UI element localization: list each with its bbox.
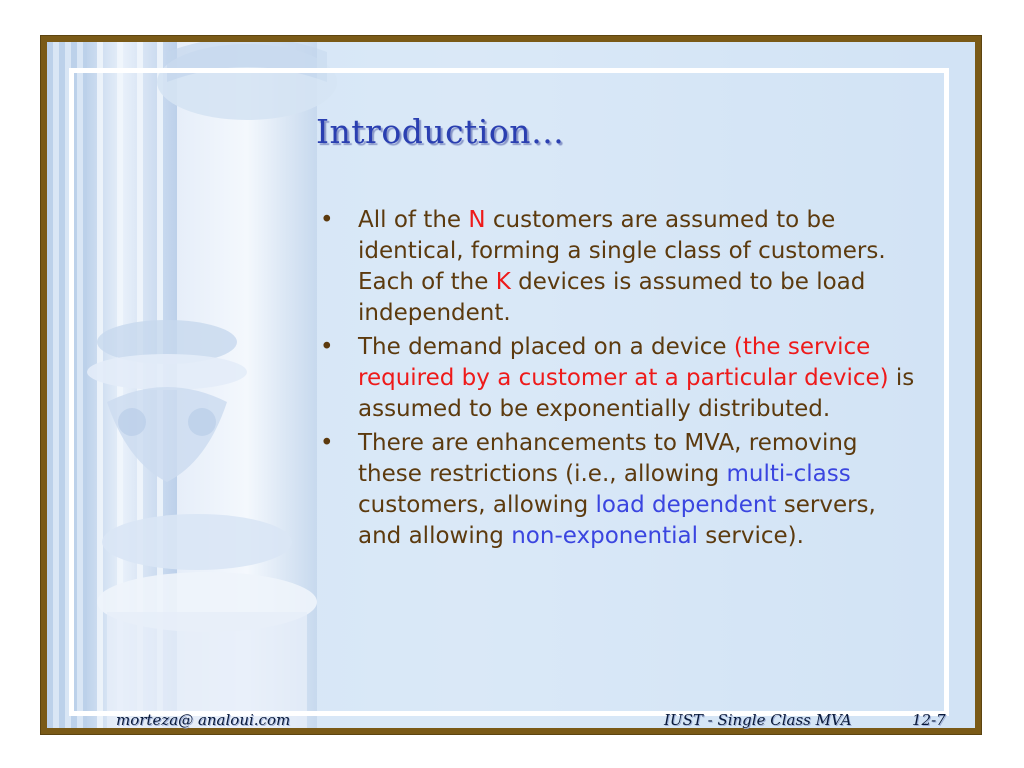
highlight-term: load dependent <box>595 492 777 518</box>
bullet-text-part: devices is assumed to be load independent. <box>358 269 866 326</box>
highlight-term: N <box>468 207 486 233</box>
bullet-icon: • <box>320 334 334 360</box>
bullet-text-part: servers, and allowing <box>358 492 876 549</box>
bullet-text-part: service). <box>697 523 804 549</box>
slide-title: Introduction… <box>316 112 565 151</box>
highlight-term: non-exponential <box>511 523 698 549</box>
highlight-term: multi-class <box>726 461 851 487</box>
footer-page-number: 12-7 <box>912 711 946 729</box>
bullet-list <box>318 205 918 555</box>
highlight-term: K <box>495 269 511 295</box>
bullet-item <box>318 428 918 552</box>
bullet-icon: • <box>320 430 334 456</box>
bullet-text-part: The demand placed on a device <box>358 334 734 360</box>
bullet-text-part: customers are assumed to be identical, forming a single class of customers. Each of the <box>358 207 886 295</box>
bullet-text-part: is assumed to be exponentially distributed. <box>358 365 915 422</box>
bullet-text-part: All of the <box>358 207 469 233</box>
footer-email: morteza@ analoui.com <box>116 711 291 729</box>
bullet-item <box>318 205 918 329</box>
bullet-text-part: customers, allowing <box>358 492 596 518</box>
bullet-icon: • <box>320 207 334 233</box>
footer-course-title: IUST - Single Class MVA <box>664 711 852 729</box>
bullet-text-part: There are enhancements to MVA, removing these restrictions (i.e., allowing <box>358 430 858 487</box>
bullet-item <box>318 332 918 425</box>
highlight-term: (the service required by a customer at a particular device) <box>358 334 889 391</box>
